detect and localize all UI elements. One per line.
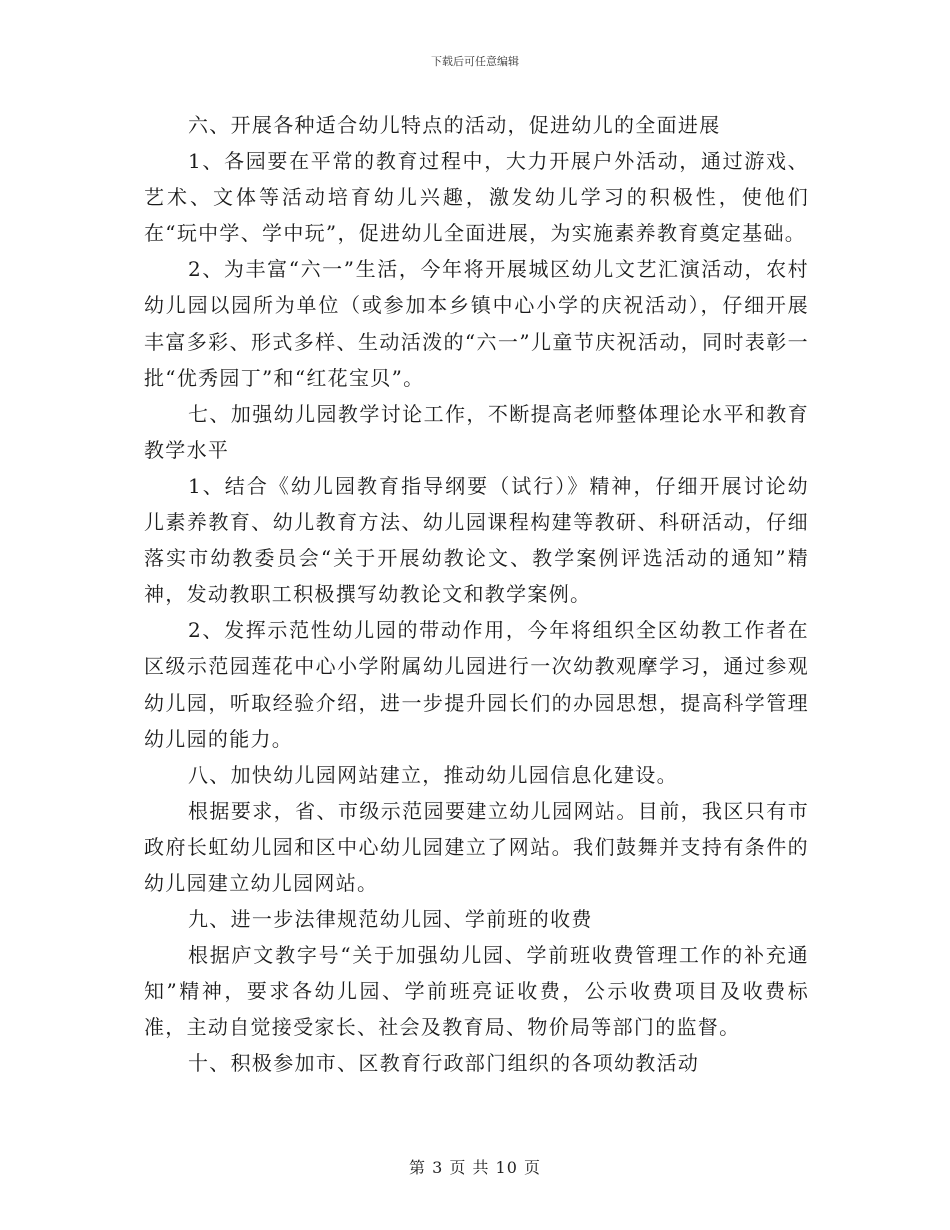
paragraph-6-1: 1、各园要在平常的教育过程中，大力开展户外活动，通过游戏、艺术、文体等活动培育幼儿兴趣，激发幼儿学习的积极性，使他们在“玩中学、学中玩”，促进幼儿全面进展，为实施素养教育奠定基础。 [144,149,809,246]
paragraph-7-2: 2、发挥示范性幼儿园的带动作用，今年将组织全区幼教工作者在区级示范园莲花中心小学附属幼儿园进行一次幼教观摩学习，通过参观幼儿园，听取经验介绍，进一步提升园长们的办园思想，提高科学管理幼儿园的能力。 [144,618,809,751]
heading-section-6: 六、开展各种适合幼儿特点的活动，促进幼儿的全面进展 [188,113,721,137]
document-body [144,107,809,1082]
page-number: 第 3 页 共 10 页 [409,1158,541,1177]
paragraph-6-2: 2、为丰富“六一”生活，今年将开展城区幼儿文艺汇演活动，农村幼儿园以园所为单位（或参加本乡镇中心小学的庆祝活动），仔细开展丰富多彩、形式多样、生动活泼的“六一”儿童节庆祝活动，同时表彰一批“优秀园丁”和“红花宝贝”。 [144,257,809,390]
heading-section-9: 九、进一步法律规范幼儿园、学前班的收费 [188,907,593,932]
paragraph-7-1: 1、结合《幼儿园教育指导纲要（试行）》精神，仔细开展讨论幼儿素养教育、幼儿教育方法、幼儿园课程构建等教研、科研活动，仔细落实市幼教委员会“关于开展幼教论文、教学案例评选活动的通知”精神，发动教职工积极撰写幼教论文和教学案例。 [144,473,809,607]
paragraph-8-1: 根据要求，省、市级示范园要建立幼儿园网站。目前，我区只有市政府长虹幼儿园和区中心幼儿园建立了网站。我们鼓舞并支持有条件的幼儿园建立幼儿园网站。 [144,798,809,895]
paragraph-9-1: 根据庐文教字号“关于加强幼儿园、学前班收费管理工作的补充通知”精神，要求各幼儿园、学前班亮证收费，公示收费项目及收费标准，主动自觉接受家长、社会及教育局、物价局等部门的监督。 [144,943,809,1040]
download-editable-note: 下载后可任意编辑 [431,55,519,68]
heading-section-10: 十、积极参加市、区教育行政部门组织的各项幼教活动 [188,1051,700,1076]
heading-section-8: 八、加快幼儿园网站建立，推动幼儿园信息化建设。 [188,762,678,787]
heading-section-7: 七、加强幼儿园教学讨论工作，不断提高老师整体理论水平和教育教学水平 [144,401,809,462]
